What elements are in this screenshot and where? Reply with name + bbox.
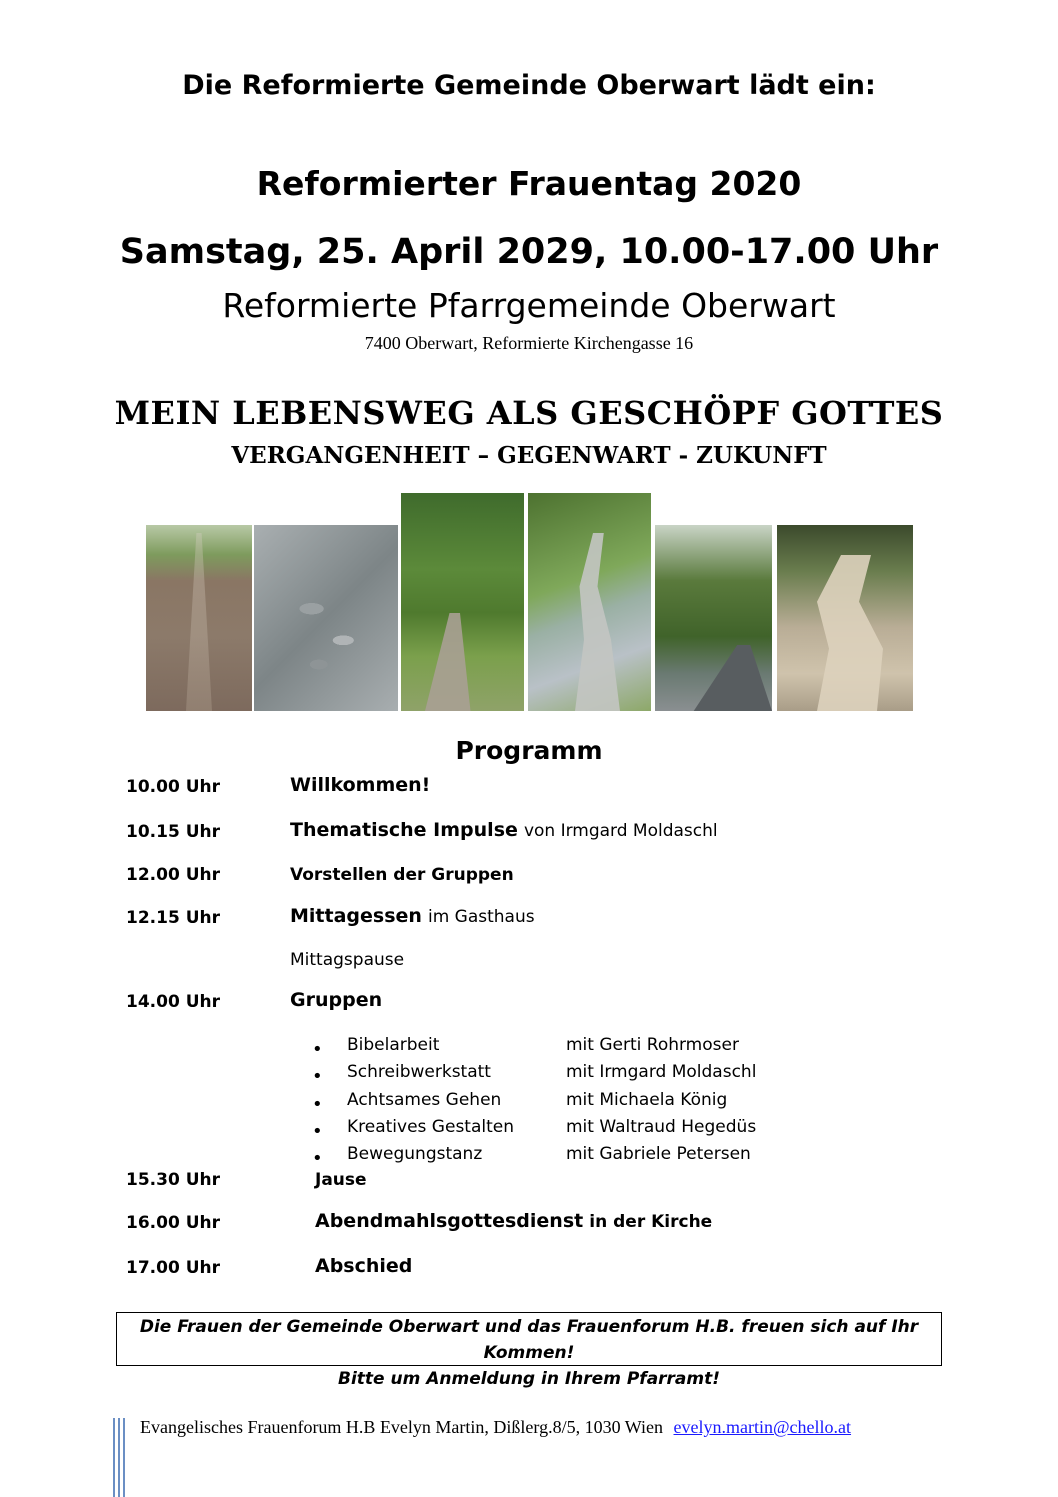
bullet-icon: • xyxy=(312,1094,323,1115)
notice-box xyxy=(116,1312,942,1389)
group-leader: mit Gabriele Petersen xyxy=(566,1144,751,1164)
program-item: Vorstellen der Gruppen xyxy=(290,865,514,885)
program-item: Abendmahlsgottesdienst in der Kirche xyxy=(315,1210,713,1232)
theme-title: MEIN LEBENSWEG ALS GESCHÖPF GOTTES xyxy=(114,394,944,432)
program-time: 17.00 Uhr xyxy=(126,1258,220,1278)
bullet-icon: • xyxy=(312,1066,323,1087)
theme-subtitle: VERGANGENHEIT – GEGENWART - ZUKUNFT xyxy=(231,442,827,469)
group-name: Achtsames Gehen xyxy=(347,1090,502,1110)
footer xyxy=(140,1417,851,1438)
invitation-line: Die Reformierte Gemeinde Oberwart lädt ein: xyxy=(182,70,876,101)
event-venue: Reformierte Pfarrgemeinde Oberwart xyxy=(222,286,836,325)
event-address: 7400 Oberwart, Reformierte Kirchengasse 16 xyxy=(364,333,694,353)
group-name: Kreatives Gestalten xyxy=(347,1117,515,1137)
bullet-icon: • xyxy=(312,1148,323,1169)
program-time: 12.00 Uhr xyxy=(126,865,220,885)
group-leader: mit Irmgard Moldaschl xyxy=(566,1062,757,1082)
group-name: Bibelarbeit xyxy=(347,1035,440,1055)
footer-contact: Evangelisches Frauenforum H.B Evelyn Martin, Dißlerg.8/5, 1030 Wien xyxy=(140,1417,664,1437)
group-name: Bewegungstanz xyxy=(347,1144,483,1164)
event-date: Samstag, 25. April 2029, 10.00-17.00 Uhr xyxy=(119,232,939,272)
stone-walkway-photo xyxy=(528,493,651,711)
program-heading: Programm xyxy=(455,736,603,765)
road-photo xyxy=(655,525,772,711)
program-time: 16.00 Uhr xyxy=(126,1213,220,1233)
email-link[interactable]: evelyn.martin@chello.at xyxy=(673,1417,852,1437)
group-leader: mit Gerti Rohrmoser xyxy=(566,1035,739,1055)
program-time: 15.30 Uhr xyxy=(126,1170,220,1190)
bullet-icon: • xyxy=(312,1039,323,1060)
group-name: Schreibwerkstatt xyxy=(347,1062,491,1082)
notice-line-2: Bitte um Anmeldung in Ihrem Pfarramt! xyxy=(338,1369,720,1389)
stone-path-photo xyxy=(254,525,398,711)
garden-path-photo xyxy=(401,493,524,711)
program-time: 10.15 Uhr xyxy=(126,822,220,842)
notice-line-1: Die Frauen der Gemeinde Oberwart und das Frauenforum H.B. freuen sich auf Ihr Kommen! xyxy=(139,1317,919,1363)
path-photo-1 xyxy=(146,525,252,711)
event-title: Reformierter Frauentag 2020 xyxy=(256,164,802,203)
program-item: Mittagessen im Gasthaus xyxy=(290,905,535,927)
footer-divider xyxy=(118,1418,120,1497)
program-time: 12.15 Uhr xyxy=(126,908,220,928)
bullet-icon: • xyxy=(312,1121,323,1142)
pebble-path-photo xyxy=(777,525,913,711)
program-item: Abschied xyxy=(315,1255,413,1277)
program-time: 10.00 Uhr xyxy=(126,777,220,797)
group-leader: mit Waltraud Hegedüs xyxy=(566,1117,757,1137)
program-item: Thematische Impulse von Irmgard Moldaschl xyxy=(290,819,718,841)
footer-divider xyxy=(123,1418,125,1497)
program-item: Jause xyxy=(315,1170,367,1190)
program-item: Mittagspause xyxy=(290,950,405,970)
footer-divider xyxy=(113,1418,115,1497)
program-item: Willkommen! xyxy=(290,774,431,796)
program-time: 14.00 Uhr xyxy=(126,992,220,1012)
program-item: Gruppen xyxy=(290,989,383,1011)
group-leader: mit Michaela König xyxy=(566,1090,728,1110)
